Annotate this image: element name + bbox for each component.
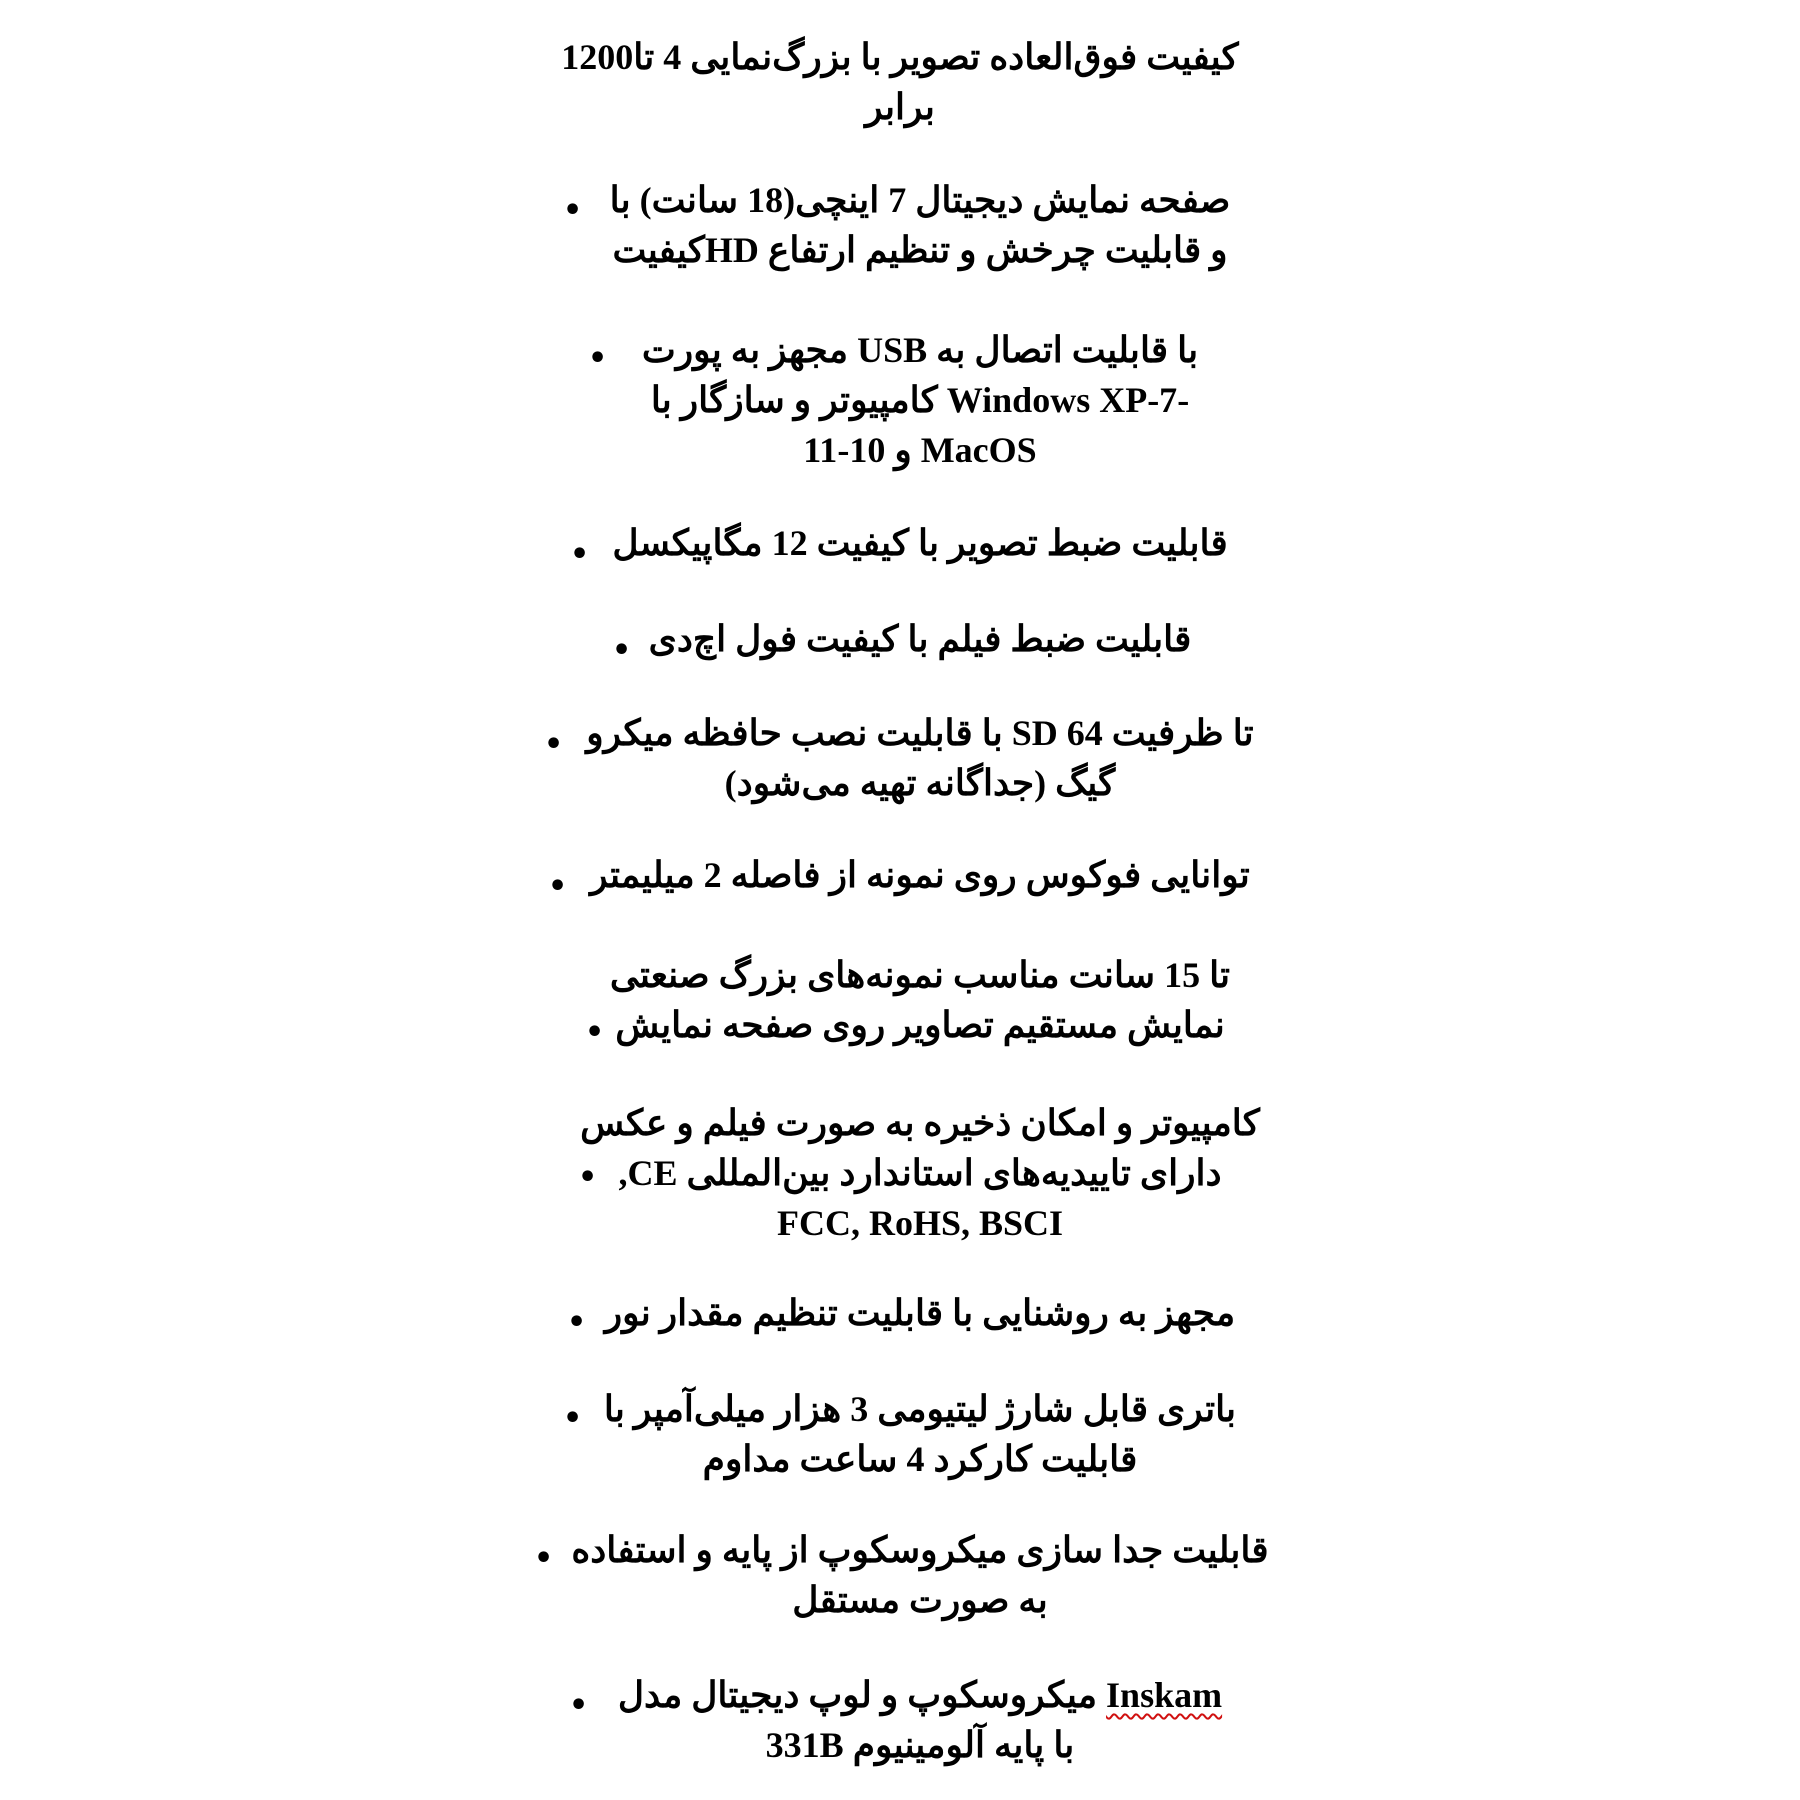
feature-line: صفحه نمایش دیجیتال 7 اینچی(18 سانت) با xyxy=(609,180,1231,220)
feature-item-battery xyxy=(590,1384,1250,1484)
feature-line: و قابلیت چرخش و تنظیم ارتفاع HDکیفیت xyxy=(612,230,1228,270)
bullet-icon: • xyxy=(548,869,568,904)
feature-item-usb xyxy=(600,325,1240,475)
feature-item-model xyxy=(590,1670,1250,1770)
title-line-2: برابر xyxy=(865,87,935,127)
feature-line-model xyxy=(590,1670,1250,1720)
feature-item-detachable xyxy=(570,1525,1270,1625)
feature-line: قابلیت کارکرد 4 ساعت مداوم xyxy=(702,1439,1138,1479)
feature-item-display xyxy=(600,175,1240,275)
feature-item-certificates xyxy=(570,1098,1270,1248)
feature-item-display-direct xyxy=(600,950,1240,1050)
feature-line: FCC, RoHS, BSCI xyxy=(776,1203,1064,1243)
bullet-icon: • xyxy=(612,633,632,668)
feature-line: باتری قابل شارژ لیتیومی 3 هزار میلی‌آمپر با xyxy=(603,1389,1237,1429)
bullet-icon: • xyxy=(567,1305,587,1340)
feature-line: قابلیت ضبط فیلم با کیفیت فول اچ‌دی xyxy=(648,619,1192,659)
bullet-icon: • xyxy=(570,537,590,572)
bullet-icon: • xyxy=(544,727,564,762)
feature-line: MacOS و 10-11 xyxy=(803,430,1037,470)
feature-item-video xyxy=(640,614,1200,664)
feature-line: با پایه آلومینیوم 331B xyxy=(765,1725,1075,1765)
bullet-icon: • xyxy=(585,1015,605,1050)
feature-line: کامپیوتر و امکان ذخیره به صورت فیلم و عکس xyxy=(580,1103,1260,1143)
feature-item-memory xyxy=(580,708,1260,808)
feature-line: گیگ (جداگانه تهیه می‌شود) xyxy=(724,763,1116,803)
feature-line: با قابلیت اتصال به USB مجهز به پورت xyxy=(641,330,1199,370)
title-line-1: کیفیت فوق‌العاده تصویر با بزرگ‌نمایی 4 تا1200 xyxy=(561,37,1239,77)
feature-line: مجهز به روشنایی با قابلیت تنظیم مقدار نور xyxy=(604,1293,1236,1333)
feature-line: قابلیت ضبط تصویر با کیفیت 12 مگاپیکسل xyxy=(612,523,1228,563)
feature-item-photo xyxy=(600,518,1240,568)
bullet-icon: • xyxy=(588,341,608,376)
feature-item-focus xyxy=(580,850,1260,900)
bullet-icon: • xyxy=(534,1541,554,1576)
feature-line: قابلیت جدا سازی میکروسکوپ از پایه و استفاده xyxy=(571,1530,1269,1570)
bullet-icon: • xyxy=(578,1160,598,1195)
model-text: میکروسکوپ و لوپ دیجیتال مدل xyxy=(617,1675,1098,1715)
feature-line: نمایش مستقیم تصاویر روی صفحه نمایش xyxy=(615,1005,1225,1045)
bullet-icon: • xyxy=(569,1688,589,1723)
feature-line: به صورت مستقل xyxy=(792,1580,1048,1620)
feature-line: دارای تاییدیه‌های استاندارد بین‌المللی CE, xyxy=(618,1153,1222,1193)
bullet-icon: • xyxy=(563,193,583,228)
feature-line: توانایی فوکوس روی نمونه از فاصله 2 میلیمتر xyxy=(590,855,1250,895)
feature-line: -Windows XP-7 کامپیوتر و سازگار با xyxy=(650,380,1190,420)
brand-name: Inskam xyxy=(1106,1675,1223,1715)
feature-line: تا 15 سانت مناسب نمونه‌های بزرگ صنعتی xyxy=(609,955,1231,995)
bullet-icon: • xyxy=(563,1401,583,1436)
feature-item-lighting xyxy=(600,1288,1240,1338)
document-title xyxy=(520,32,1280,132)
feature-line: تا ظرفیت SD 64 با قابلیت نصب حافظه میکرو xyxy=(586,713,1254,753)
